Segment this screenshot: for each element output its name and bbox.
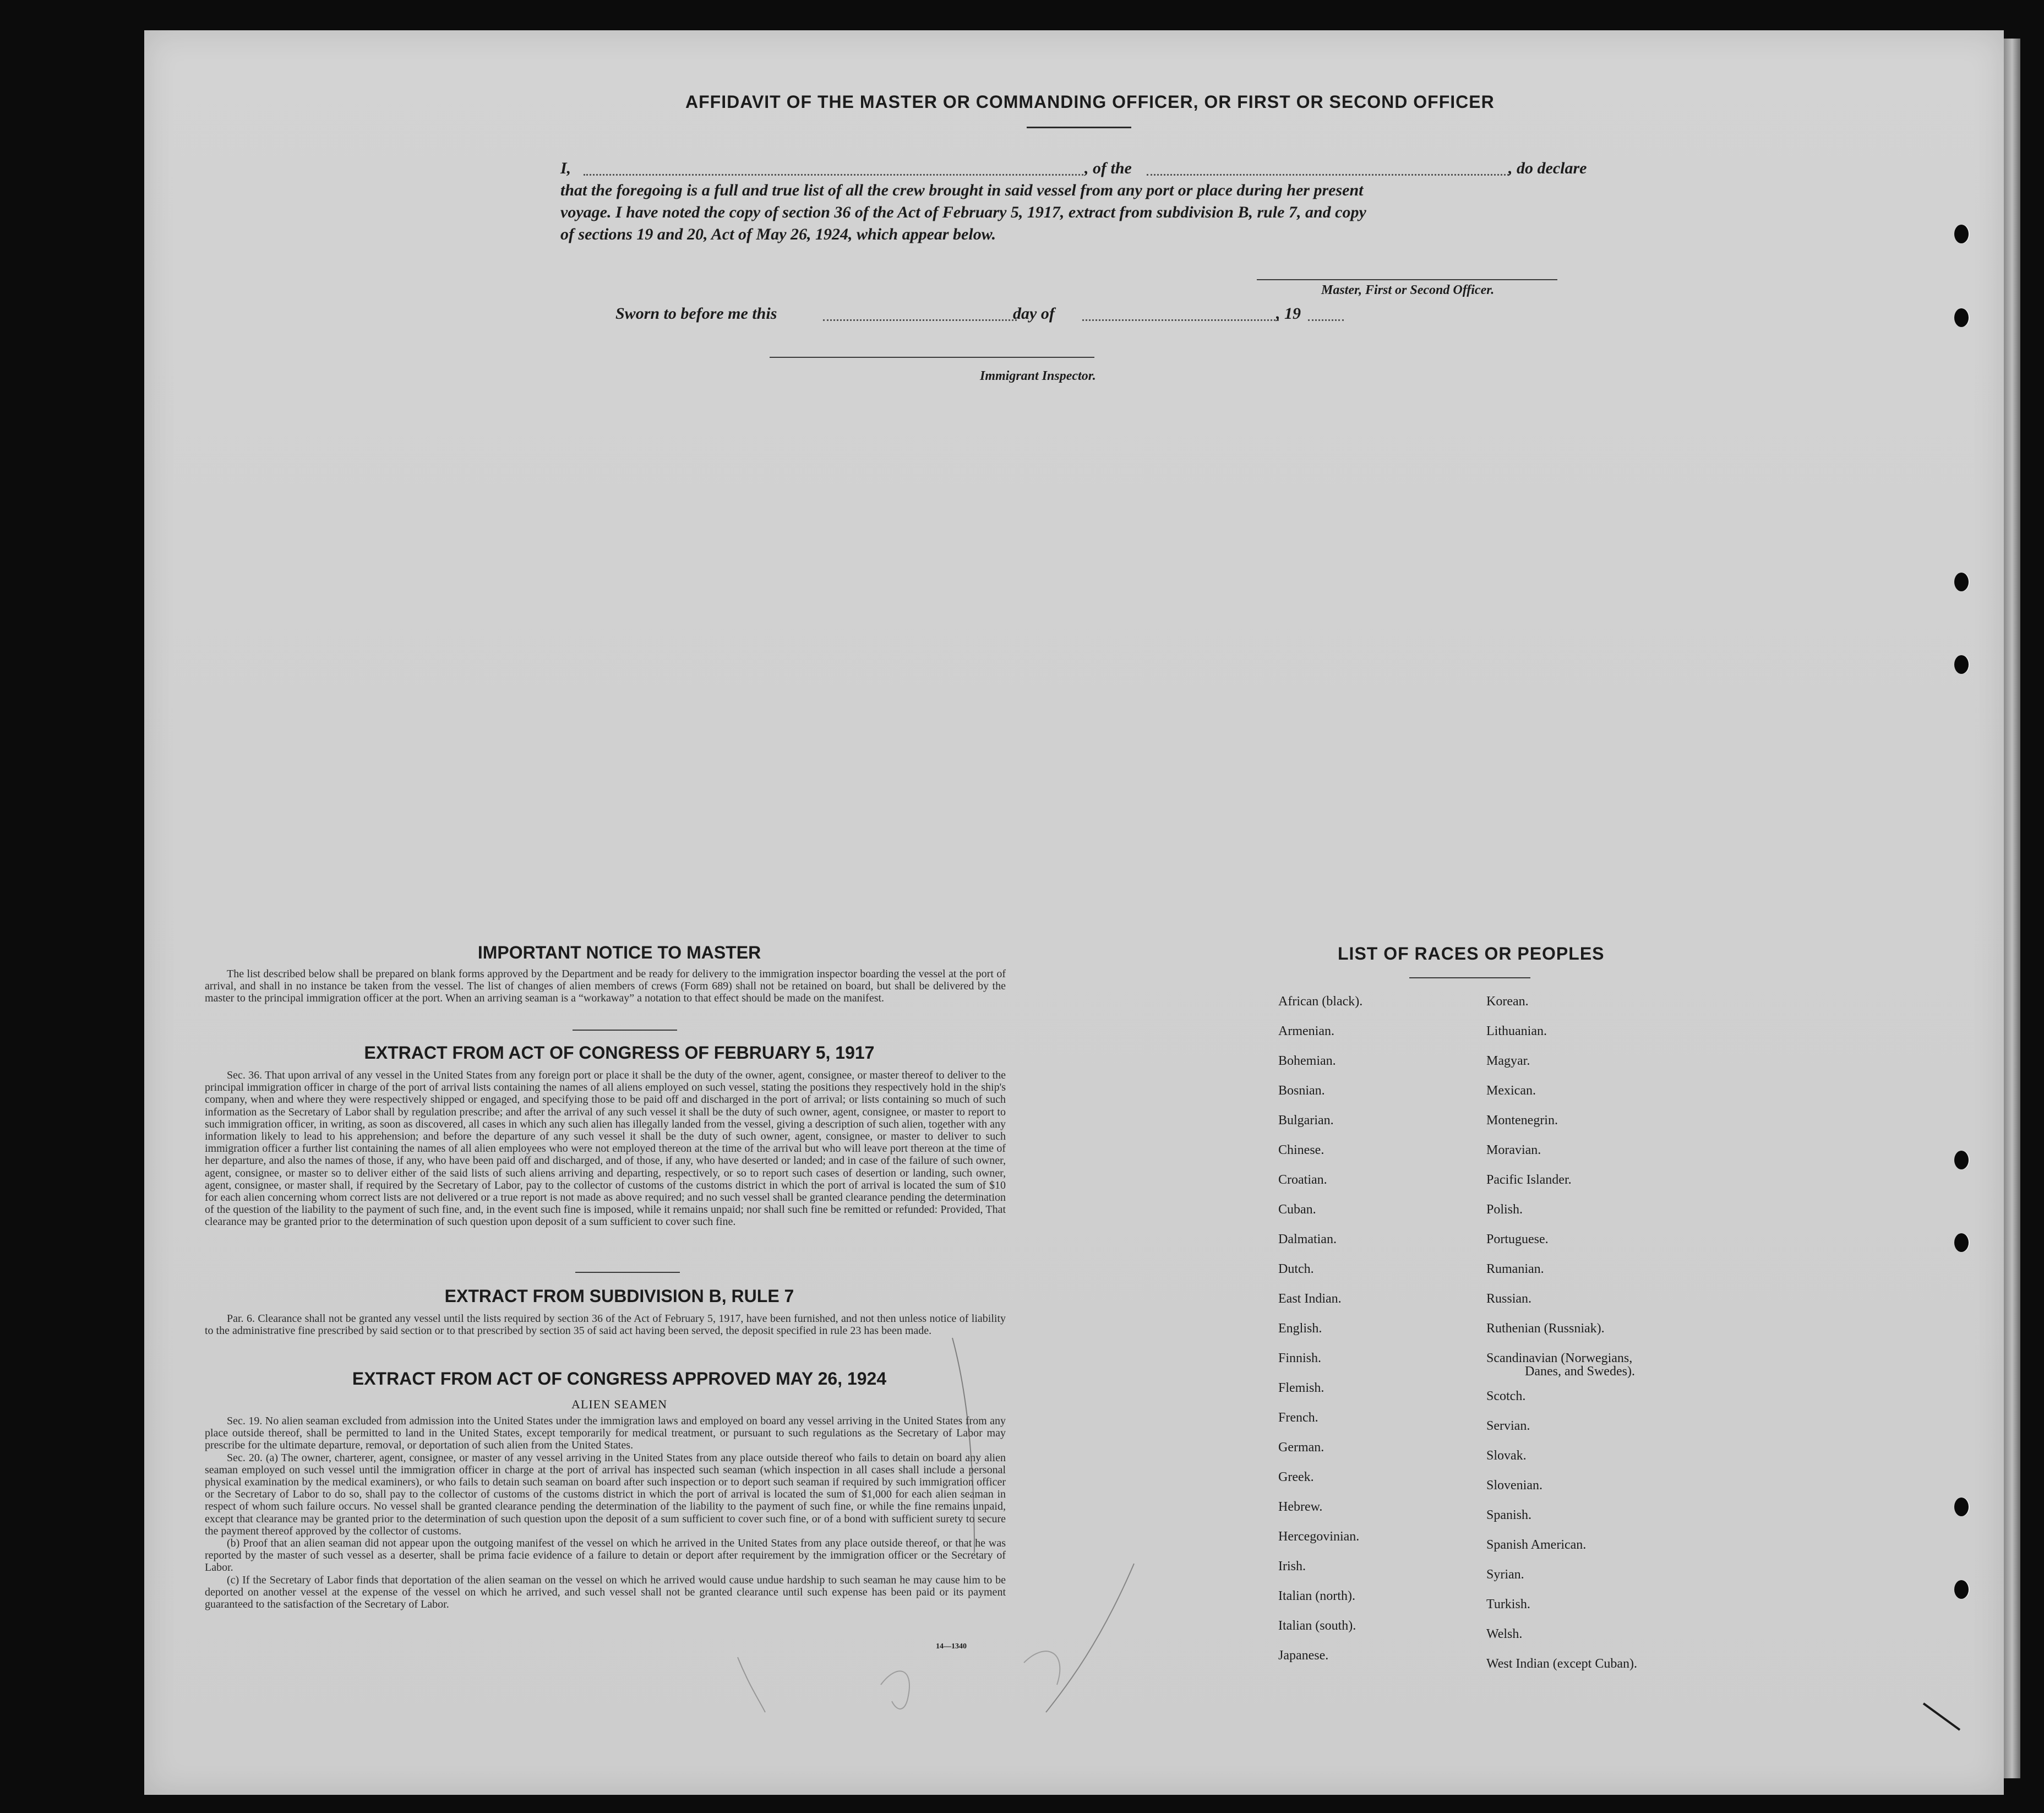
race-item: Spanish American. <box>1486 1538 1587 1552</box>
race-item: Magyar. <box>1486 1054 1530 1068</box>
race-item: Danes, and Swedes). <box>1525 1364 1635 1379</box>
race-item: Chinese. <box>1278 1143 1324 1157</box>
race-item: Bulgarian. <box>1278 1113 1334 1128</box>
binder-hole <box>1954 1498 1969 1516</box>
race-item: Spanish. <box>1486 1508 1532 1522</box>
race-item: Moravian. <box>1486 1143 1541 1157</box>
title-underline <box>1027 127 1131 128</box>
year-label: , 19 <box>1276 304 1301 323</box>
race-item: Hercegovinian. <box>1278 1529 1360 1544</box>
race-item: Scandinavian (Norwegians, <box>1486 1351 1633 1365</box>
declarant-prefix: I, <box>560 159 571 177</box>
race-item: German. <box>1278 1440 1324 1455</box>
race-item: Servian. <box>1486 1419 1530 1433</box>
race-item: Italian (north). <box>1278 1589 1355 1603</box>
page-edge <box>2004 39 2020 1778</box>
statement-line: of sections 19 and 20, Act of May 26, 1924, which appear below. <box>560 225 996 243</box>
sworn-prefix: Sworn to before me this <box>615 304 777 323</box>
declare-label: , do declare <box>1508 159 1587 177</box>
race-item: Syrian. <box>1486 1567 1524 1582</box>
binder-hole <box>1954 1580 1969 1599</box>
race-item: Dutch. <box>1278 1262 1314 1276</box>
race-item: Mexican. <box>1486 1084 1536 1098</box>
races-column-2 <box>1486 987 1637 1679</box>
rule7-heading: EXTRACT FROM SUBDIVISION B, RULE 7 <box>444 1286 794 1306</box>
affidavit-title: AFFIDAVIT OF THE MASTER OR COMMANDING OFFICER, OR FIRST OR SECOND OFFICER <box>685 92 1495 112</box>
section-20b: (b) Proof that an alien seaman did not appear upon the outgoing manifest of the vessel on which he arrived in the United States from any place outside thereof, or that he was reported by the master of such vessel as a deserter, shall be prima facie evidence of a failure to detain or deport after requirement by the immigration officer or the Secretary of Labor. <box>205 1537 1006 1574</box>
race-item: Bosnian. <box>1278 1084 1325 1098</box>
master-signature-line[interactable] <box>1257 279 1557 280</box>
alien-seamen-subheading: ALIEN SEAMEN <box>571 1397 667 1411</box>
declarant-name-field[interactable] <box>584 174 1083 176</box>
binder-hole <box>1954 225 1969 243</box>
affidavit-statement <box>560 157 1595 246</box>
binder-hole <box>1954 1151 1969 1169</box>
race-item: Lithuanian. <box>1486 1024 1547 1038</box>
declarant-line <box>560 157 1595 179</box>
race-item: Slovenian. <box>1486 1478 1542 1493</box>
binder-hole <box>1954 573 1969 591</box>
race-item: Greek. <box>1278 1470 1314 1484</box>
inspector-signature-line[interactable] <box>770 357 1094 358</box>
vessel-of-label: , of the <box>1084 159 1132 177</box>
form-number: 14—1340 <box>936 1642 967 1651</box>
race-item: Croatian. <box>1278 1173 1327 1187</box>
race-item: Pacific Islander. <box>1486 1173 1572 1187</box>
race-item: Finnish. <box>1278 1351 1322 1365</box>
races-title: LIST OF RACES OR PEOPLES <box>1338 944 1605 963</box>
section-20a: Sec. 20. (a) The owner, charterer, agent, consignee, or master of any vessel arriving in the United States from any place outside thereof who fails to detain on board any alien seaman employed on such vessel until the immigration officer in charge at the port of arrival has inspected such seaman (which inspection in all cases shall include a personal physical examination by the medical examiners), or who fails to detain such seaman on board after such inspection or to deport such seaman if required by such immigration officer or the Secretary of Labor to do so, shall pay to the collector of customs of the customs district in which the port of arrival is located the sum of $1,000 for each alien seaman in respect of whom such failure occurs. No vessel shall be granted clearance pending the determination of the liability to the payment of such fine, or while the fine remains unpaid, except that clearance may be granted prior to the determination of such question upon the deposit of a sum sufficient to cover such fine, or of a bond with sufficient surety to secure the payment thereof approved by the collector of customs. <box>205 1451 1006 1537</box>
extract-1917-body: Sec. 36. That upon arrival of any vessel in the United States from any foreign port or place it shall be the duty of the owner, agent, consignee, or master thereof to deliver to the principal immigration officer in charge of the port of arrival lists containing the names of all aliens employed on such vessel, stating the positions they respectively hold in the ship's company, when and where they were respectively shipped or engaged, and specifying those to be paid off and discharged in the port of arrival; or lists containing so much of such information as the Secretary of Labor shall by regulation prescribe; and after the arrival of any such vessel it shall be the duty of such owner, agent, consignee, or master to report to such immigration officer, in writing, as soon as discovered, all cases in which any such alien has illegally landed from the vessel, giving a description of such alien, together with any information likely to lead to his apprehension; and before the departure of any such vessel it shall be the duty of such owner, agent, consignee, or master to deliver to such immigration officer a further list containing the names of all alien employees who were not employed thereon at the time of the arrival but who will leave port thereon at the time of her departure, and also the names of those, if any, who have been paid off and discharged, and of those, if any, who have deserted or landed; and in case of the failure of such owner, agent, consignee, or master so to deliver either of the said lists of such aliens arriving and departing, respectively, or so to report such cases of desertion or landing, such owner, agent, consignee, or master shall, if required by the Secretary of Labor, pay to the collector of customs of the customs district in which the port of arrival is located the sum of $10 for each alien concerning whom correct lists are not delivered or a true report is not made as above required; and no such vessel shall be granted clearance pending the determination of the question of the liability to the payment of such fine, and, in the event such fine is imposed, while it remains unpaid; nor shall such fine be remitted or refunded: Provided, That clearance may be granted prior to the determination of such question upon deposit of a sum sufficient to cover such fine. <box>205 1069 1006 1228</box>
master-signature-caption: Master, First or Second Officer. <box>1321 283 1495 297</box>
race-item: Russian. <box>1486 1292 1532 1306</box>
notice-body: The list described below shall be prepared on blank forms approved by the Department and be ready for delivery to the immigration inspector boarding the vessel at the port of arrival, and shall in no instance be taken from the vessel. The list of changes of alien members of crews (Form 689) shall not be retained on board, but shall be delivered by the master to the principal immigration officer at the port. When an arriving seaman is a “workaway” a notation to that effect should be made on the manifest. <box>205 968 1006 1005</box>
pencil-scribble <box>716 1332 1266 1718</box>
sworn-year-field[interactable] <box>1308 319 1344 321</box>
vessel-name-field[interactable] <box>1147 174 1509 176</box>
race-item: Japanese. <box>1278 1648 1329 1663</box>
race-item: Italian (south). <box>1278 1619 1356 1633</box>
sworn-line <box>560 303 1595 325</box>
binder-hole <box>1954 1233 1969 1252</box>
extract-1924-heading: EXTRACT FROM ACT OF CONGRESS APPROVED MAY 26, 1924 <box>352 1369 887 1389</box>
race-item: Bohemian. <box>1278 1054 1336 1068</box>
section-20c: (c) If the Secretary of Labor finds that deportation of the alien seaman on the vessel on which he arrived would cause undue hardship to such seaman he may cause him to be deported on another vessel at the expense of the vessel on which he arrived, and such vessel shall not be granted clearance until such expense has been paid or its payment guaranteed to the satisfaction of the Secretary of Labor. <box>205 1574 1006 1611</box>
races-title-underline <box>1409 977 1530 978</box>
race-item: Cuban. <box>1278 1202 1316 1217</box>
race-item: Ruthenian (Russniak). <box>1486 1321 1605 1336</box>
extract-1917-heading: EXTRACT FROM ACT OF CONGRESS OF FEBRUARY 5, 1917 <box>364 1043 875 1063</box>
corner-mark <box>1921 1701 1965 1734</box>
notice-heading: IMPORTANT NOTICE TO MASTER <box>477 943 761 962</box>
race-item: French. <box>1278 1411 1318 1425</box>
statement-line: voyage. I have noted the copy of section 36 of the Act of February 5, 1917, extract from subdivision B, rule 7, and copy <box>560 203 1366 221</box>
race-item: West Indian (except Cuban). <box>1486 1657 1637 1671</box>
section-divider <box>573 1030 677 1031</box>
binder-hole <box>1954 655 1969 674</box>
race-item: East Indian. <box>1278 1292 1342 1306</box>
sworn-month-field[interactable] <box>1082 319 1279 321</box>
races-column-1 <box>1278 987 1362 1670</box>
race-item: Slovak. <box>1486 1449 1527 1463</box>
statement-line: that the foregoing is a full and true list of all the crew brought in said vessel from any port or place during her present <box>560 181 1364 199</box>
race-item: Korean. <box>1486 994 1529 1009</box>
race-item: Polish. <box>1486 1202 1523 1217</box>
race-item: English. <box>1278 1321 1322 1336</box>
inspector-signature-caption: Immigrant Inspector. <box>980 369 1096 383</box>
race-item: Scotch. <box>1486 1389 1526 1403</box>
race-item: Irish. <box>1278 1559 1306 1574</box>
rule7-body: Par. 6. Clearance shall not be granted any vessel until the lists required by section 36 of the Act of February 5, 1917, have been furnished, and not then unless notice of liability to the administrative fine prescribed by said section or to that prescribed by section 35 of said act having been served, the deposit specified in rule 23 has been made. <box>205 1313 1006 1337</box>
race-item: Portuguese. <box>1486 1232 1549 1246</box>
race-item: Armenian. <box>1278 1024 1334 1038</box>
race-item: Turkish. <box>1486 1597 1530 1611</box>
section-19: Sec. 19. No alien seaman excluded from admission into the United States under the immigration laws and employed on board any vessel arriving in the United States from any place outside thereof, shall be permitted to land in the United States, except temporarily for medical treatment, or pursuant to such regulations as the Secretary of Labor may prescribe for the ultimate departure, removal, or deportation of such alien from the United States. <box>205 1415 1006 1452</box>
binder-hole <box>1954 308 1969 327</box>
sworn-day-field[interactable] <box>823 319 1017 321</box>
race-item: Hebrew. <box>1278 1500 1323 1514</box>
race-item: Welsh. <box>1486 1627 1523 1641</box>
race-item: Montenegrin. <box>1486 1113 1558 1128</box>
race-item: Dalmatian. <box>1278 1232 1337 1246</box>
race-item: African (black). <box>1278 994 1363 1009</box>
section-divider <box>575 1272 680 1273</box>
race-item: Rumanian. <box>1486 1262 1544 1276</box>
race-item: Flemish. <box>1278 1381 1324 1395</box>
day-of-label: day of <box>1013 304 1055 323</box>
